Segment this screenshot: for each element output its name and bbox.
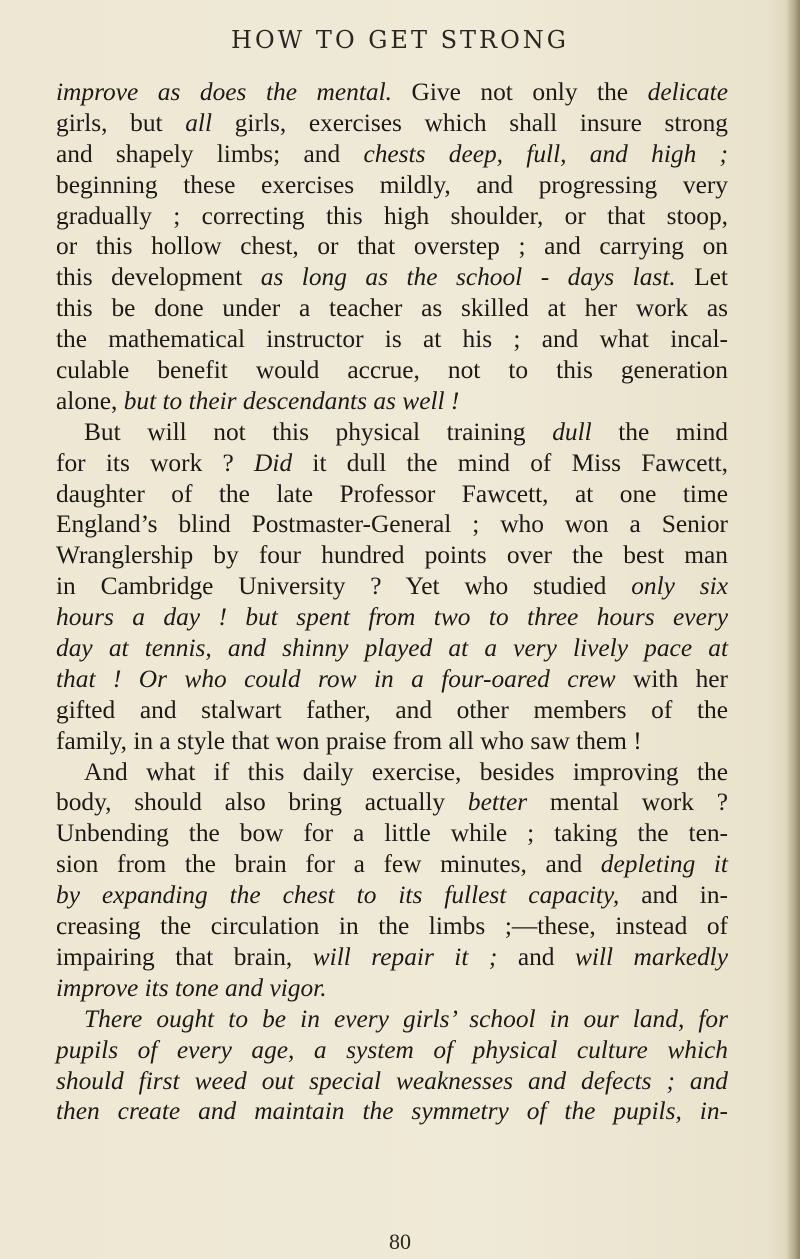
text-line xyxy=(56,509,728,540)
text-line xyxy=(56,540,728,571)
text-line xyxy=(56,231,728,262)
text-line xyxy=(56,880,728,911)
page-number: 80 xyxy=(389,1229,411,1254)
text-run: the mind xyxy=(591,417,728,446)
italic-text: should first weed out special weaknesses and defects ; and xyxy=(56,1066,728,1095)
italic-text: day at tennis, and shinny played at a very lively pace at xyxy=(56,634,728,663)
text-line xyxy=(56,479,728,510)
text-line xyxy=(56,262,728,293)
text-line xyxy=(56,1066,728,1097)
text-run: gradually ; correcting this high shoulder, or that stoop, xyxy=(56,201,728,230)
text-line xyxy=(56,571,728,602)
text-run: with her xyxy=(615,664,728,693)
text-line xyxy=(56,726,728,757)
text-run: girls, exercises which shall insure strong xyxy=(212,108,728,137)
text-line xyxy=(56,324,728,355)
italic-text: delicate xyxy=(647,78,728,106)
text-run: or this hollow chest, or that overstep ; and carrying on xyxy=(56,232,728,261)
italic-text: but to their descendants as well ! xyxy=(123,386,460,415)
text-run: girls, but xyxy=(56,108,186,137)
text-run: and shapely limbs; and xyxy=(56,139,364,168)
italic-text: as long as the school - days last. xyxy=(260,263,676,292)
body-text xyxy=(56,77,728,1127)
text-run: for its work ? xyxy=(56,448,255,477)
text-line xyxy=(56,664,728,695)
text-line xyxy=(56,1096,728,1127)
text-run: this development xyxy=(56,263,261,292)
text-line xyxy=(56,417,728,448)
text-run: alone, xyxy=(56,386,124,415)
text-run: gifted and stalwart father, and other members of the xyxy=(56,695,728,724)
text-line xyxy=(56,77,728,108)
italic-text: hours a day ! but spent from two to three hours every xyxy=(56,603,728,632)
text-line xyxy=(56,602,728,633)
text-run: it dull the mind of Miss Fawcett, xyxy=(292,448,728,477)
text-run: Wranglership by four hundred points over the best man xyxy=(56,541,728,570)
italic-text: all xyxy=(185,108,213,137)
italic-text: will repair it ; xyxy=(312,942,498,971)
running-head: HOW TO GET STRONG xyxy=(231,26,569,54)
text-run: this be done under a teacher as skilled at her work as xyxy=(56,294,728,323)
italic-text: better xyxy=(467,788,528,817)
page-edge-shadow xyxy=(786,0,800,1259)
text-line xyxy=(56,170,728,201)
text-line xyxy=(56,911,728,942)
text-run: Unbending the bow for a little while ; taking the ten- xyxy=(56,819,728,848)
italic-text: that ! Or who could row in a four-oared crew xyxy=(56,664,616,693)
italic-text: then create and maintain the symmetry of the pupils, in- xyxy=(56,1097,728,1126)
text-run: mental work ? xyxy=(527,788,728,817)
text-line xyxy=(56,293,728,324)
italic-text: only six xyxy=(631,572,728,601)
italic-text: pupils of every age, a system of physical culture which xyxy=(56,1035,728,1064)
italic-text: by expanding the chest to its fullest capacity, xyxy=(56,881,620,910)
text-line xyxy=(56,818,728,849)
text-line xyxy=(56,695,728,726)
text-run: in Cambridge University ? Yet who studied xyxy=(56,572,632,601)
text-run: culable benefit would accrue, not to this generation xyxy=(56,356,728,385)
text-run: England’s blind Postmaster-General ; who won a Senior xyxy=(56,510,728,539)
italic-text: chests deep, full, and high ; xyxy=(363,139,728,168)
text-run: body, should also bring actually xyxy=(56,788,468,817)
text-run: and in- xyxy=(619,881,728,910)
text-run: sion from the brain for a few minutes, and xyxy=(56,850,601,879)
text-line xyxy=(56,942,728,973)
text-run: impairing that brain, xyxy=(56,942,313,971)
italic-text: Did xyxy=(254,448,293,477)
text-run: Let xyxy=(675,263,728,292)
text-line xyxy=(56,108,728,139)
italic-text: There ought to be in every girls’ school in our land, for xyxy=(84,1004,728,1033)
text-run: daughter of the late Professor Fawcett, at one time xyxy=(56,479,728,508)
text-run: Give not only the xyxy=(391,78,648,106)
text-line xyxy=(56,849,728,880)
text-line xyxy=(56,201,728,232)
text-run: and xyxy=(497,942,575,971)
text-run: family, in a style that won praise from all who saw them ! xyxy=(56,726,642,755)
text-run: And what if this daily exercise, besides improving the xyxy=(84,757,728,786)
text-line xyxy=(56,757,728,788)
text-line xyxy=(56,139,728,170)
italic-text: improve its tone and vigor. xyxy=(56,973,327,1002)
text-line xyxy=(56,1004,728,1035)
text-line xyxy=(56,355,728,386)
text-run: beginning these exercises mildly, and progressing very xyxy=(56,170,728,199)
text-line xyxy=(56,1035,728,1066)
text-run: creasing the circulation in the limbs ;—these, instead of xyxy=(56,912,728,941)
italic-text: will markedly xyxy=(574,942,728,971)
text-line xyxy=(56,386,728,417)
text-line xyxy=(56,448,728,479)
italic-text: dull xyxy=(552,417,592,446)
italic-text: depleting it xyxy=(600,850,728,879)
text-line xyxy=(56,973,728,1004)
italic-text: improve as does the mental. xyxy=(56,78,392,106)
text-run: the mathematical instructor is at his ; and what incal- xyxy=(56,325,728,354)
text-run: But will not this physical training xyxy=(84,417,553,446)
text-line xyxy=(56,787,728,818)
text-line xyxy=(56,633,728,664)
